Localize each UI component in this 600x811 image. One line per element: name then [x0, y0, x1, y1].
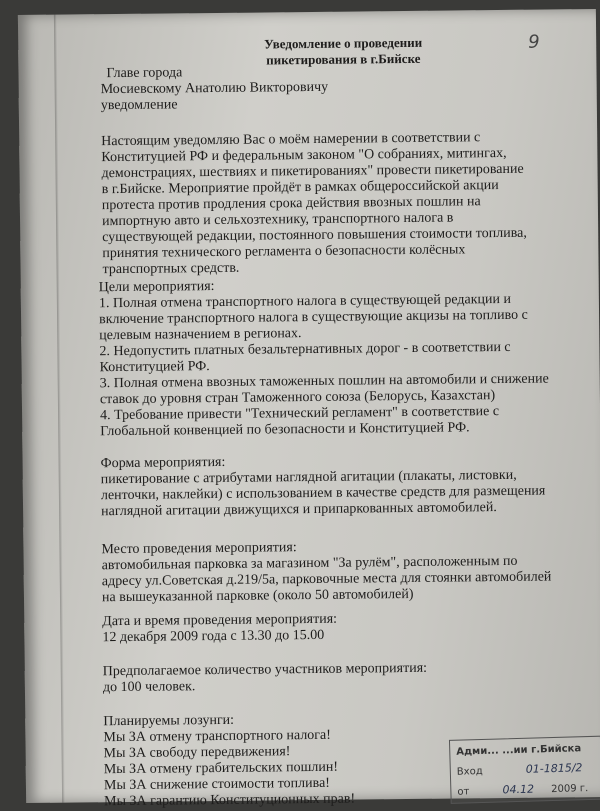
place-heading: Место проведения мероприятия: — [101, 540, 297, 558]
date-text: 12 декабря 2009 года с 13.30 до 15.00 — [102, 627, 325, 646]
addressee-line-1: Главе города — [106, 65, 183, 82]
stamp-date-year: 2009 г. — [551, 783, 589, 796]
form-text: пикетирование с атрибутами наглядной агитации (плакаты, листовки, ленточки, наклейки) с использованием в качестве средств для размещения наглядной агитации движущихся и припаркованных автомобилей. — [100, 467, 546, 520]
form-section — [101, 451, 552, 520]
goal-item: 1. Полная отмена транспортного налога в существующей редакции и включение транспортного налога в существующие акцизы на топливо с целевым назначением в регионах. — [98, 291, 528, 344]
date-heading: Дата и время проведения мероприятия: — [102, 611, 338, 630]
count-section — [103, 659, 553, 696]
stamp-incoming-label: Вход — [456, 765, 483, 778]
stamp-incoming-number: 01-1815/2 — [525, 761, 583, 776]
goals-heading: Цели мероприятия: — [98, 279, 215, 296]
slogans-section — [103, 711, 434, 810]
place-text: автомобильная парковка за магазином "За рулём", расположенным по адресу ул.Советская д.219/5а, парковочные места для стоянки автомобилей на вышеуказанной парковке (около 50 автомобилей) — [101, 553, 552, 606]
stamp-incoming-row — [457, 761, 583, 778]
document-title-line-1: Уведомление о проведении — [264, 34, 423, 52]
addressee-line-2: Мосиевскому Анатолию Викторовичу — [100, 79, 329, 98]
count-heading: Предполагаемое количество участников мероприятия: — [102, 660, 428, 680]
document-page — [18, 9, 600, 810]
goal-item: 2. Недопустить платных безальтернативных дорог - в соответствии с Конституцией РФ. — [99, 339, 511, 376]
goal-item: 4. Требование привести "Технический регламент" в соответствие с Глобальной конвенцией по безопасности и Конституцией РФ. — [100, 404, 500, 440]
addressee-line-3: уведомление — [100, 97, 178, 114]
stamp-date-row — [457, 781, 588, 798]
place-section — [101, 537, 552, 606]
addressee-block — [100, 63, 406, 114]
slogan-item: Мы ЗА отмену транспортного налога! — [103, 727, 331, 746]
form-heading: Форма мероприятия: — [100, 454, 226, 472]
slogan-item: Мы ЗА снижение стоимости топлива! — [103, 775, 330, 794]
intro-paragraph: Настоящим уведомляю Вас о моём намерении в соответствии с Конституцией РФ и федеральным законом "О собраниях, митингах, демонстрациях, шествиях и пикетированиях" провести пикетирование в г.Бийске. Мероприятие пройдёт в рамках общероссийской акции протеста против продления срока действия ввозных пошлин на импортную авто и сельхозтехнику, транспортного налога в существующей редакции, постоянного повышения стоимости топлива, принятия технического регламента о безопасности колёсных транспортных средств. — [101, 130, 527, 278]
slogan-item: Мы ЗА свободу передвижения! — [103, 744, 291, 762]
page-fold-shadow — [54, 15, 65, 803]
stamp-date-value: 04.12 — [502, 782, 535, 797]
goals-section — [99, 276, 551, 441]
slogan-item: Мы ЗА гарантию Конституционных прав! — [104, 791, 356, 810]
registration-stamp — [449, 736, 600, 804]
goal-item: 3. Полная отмена ввозных таможенных пошлин на автомобили и снижение ставок до уровня стран Таможенного союза (Белорусь, Казахстан) — [99, 371, 549, 408]
stamp-date-label: от — [457, 786, 470, 798]
date-section — [102, 609, 552, 646]
handwritten-page-number: 9 — [528, 31, 540, 53]
stamp-organization: Адми... ...ии г.Бийска — [456, 743, 582, 758]
slogans-heading: Планируемы лозунги: — [103, 712, 235, 730]
count-text: до 100 человек. — [102, 679, 196, 696]
slogan-item: Мы ЗА отмену грабительских пошлин! — [103, 759, 339, 778]
document-title-line-2: пикетирования в г.Бийске — [266, 50, 421, 68]
